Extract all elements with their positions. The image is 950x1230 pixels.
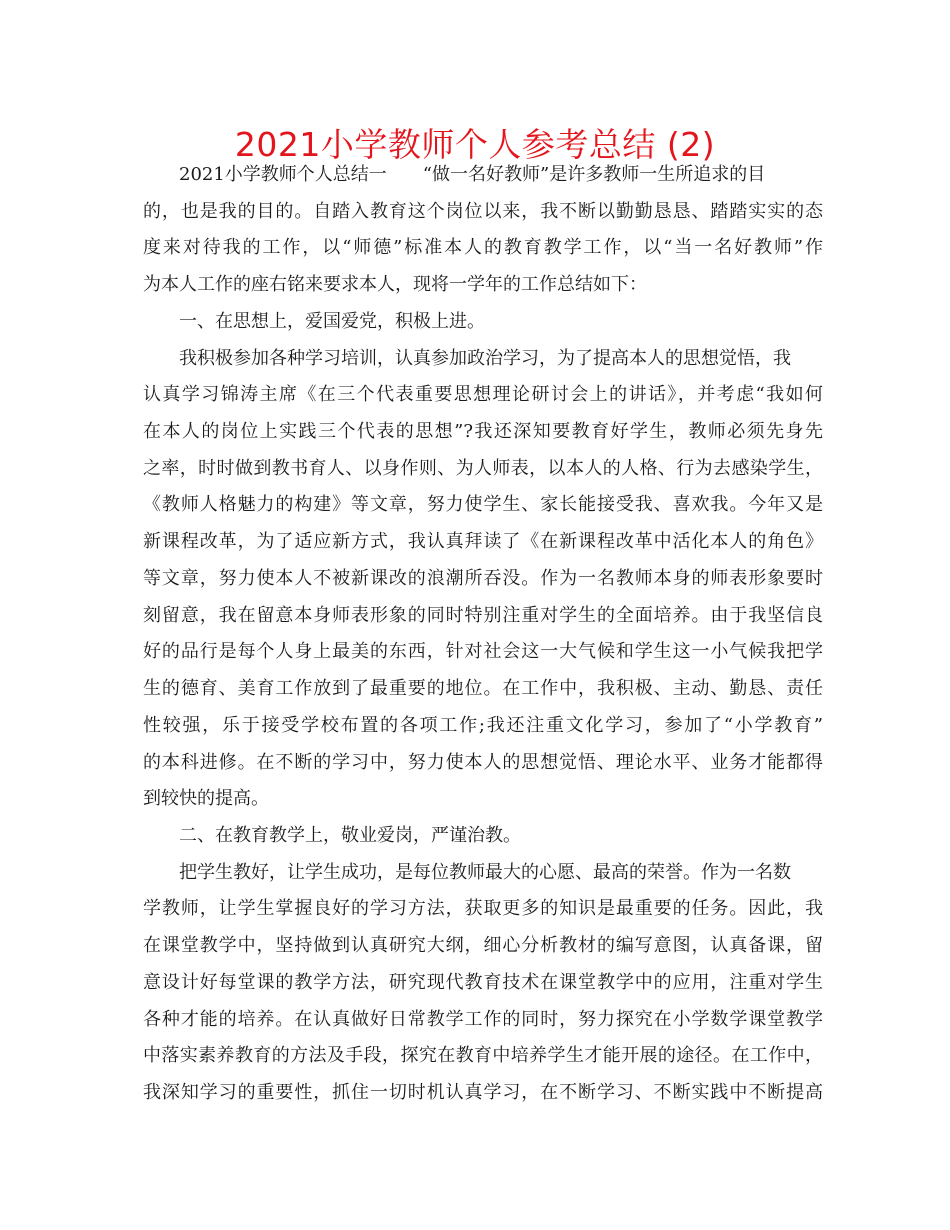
document-body [143, 157, 823, 1112]
paragraph-line: 性较强，乐于接受学校布置的各项工作;我还注重文化学习，参加了“小学教育” [143, 714, 823, 736]
paragraph-line: 的，也是我的目的。自踏入教育这个岗位以来，我不断以勤勤恳恳、踏踏实实的态 [143, 200, 823, 222]
paragraph-line: 把学生教好，让学生成功，是每位教师最大的心愿、最高的荣誉。作为一名数 [179, 861, 791, 883]
paragraph-line: 《教师人格魅力的构建》等文章，努力使学生、家长能接受我、喜欢我。今年又是 [143, 494, 823, 516]
document-title: 2021小学教师个人参考总结 (2) [234, 125, 716, 164]
paragraph-line: 刻留意，我在留意本身师表形象的同时特别注重对学生的全面培养。由于我坚信良 [143, 604, 823, 626]
paragraph-line: 度来对待我的工作，以“师德”标准本人的教育教学工作，以“当一名好教师”作 [143, 237, 823, 259]
paragraph-line: 学教师，让学生掌握良好的学习方法，获取更多的知识是最重要的任务。因此，我 [143, 898, 823, 920]
paragraph-line: 2021小学教师个人总结一 “做一名好教师”是许多教师一生所追求的目 [179, 164, 766, 185]
section-heading: 二、在教育教学上，敬业爱岗，严谨治教。 [179, 824, 521, 846]
paragraph-line: 各种才能的培养。在认真做好日常教学工作的同时，努力探究在小学数学课堂教学 [143, 1008, 823, 1030]
paragraph-line: 认真学习锦涛主席《在三个代表重要思想理论研讨会上的讲话》，并考虑“我如何 [143, 384, 823, 406]
paragraph-line: 我积极参加各种学习培训，认真参加政治学习，为了提高本人的思想觉悟，我 [179, 347, 791, 369]
paragraph-line: 在本人的岗位上实践三个代表的思想”?我还深知要教育好学生，教师必须先身先 [143, 421, 823, 443]
paragraph-line: 为本人工作的座右铭来要求本人，现将一学年的工作总结如下： [143, 274, 647, 296]
paragraph-line: 新课程改革，为了适应新方式，我认真拜读了《在新课程改革中活化本人的角色》 [143, 531, 823, 553]
section-heading: 一、在思想上，爱国爱党，积极上进。 [179, 310, 485, 332]
paragraph-line: 意设计好每堂课的教学方法，研究现代教育技术在课堂教学中的应用，注重对学生 [143, 971, 823, 993]
paragraph-line: 中落实素养教育的方法及手段，探究在教育中培养学生才能开展的途径。在工作中， [143, 1045, 823, 1067]
paragraph-line: 好的品行是每个人身上最美的东西，针对社会这一大气候和学生这一小气候我把学 [143, 641, 823, 663]
paragraph-line: 之率，时时做到教书育人、以身作则、为人师表，以本人的人格、行为去感染学生， [143, 457, 823, 479]
paragraph-line: 在课堂教学中，坚持做到认真研究大纲，细心分析教材的编写意图，认真备课，留 [143, 935, 823, 957]
paragraph-line: 等文章，努力使本人不被新课改的浪潮所吞没。作为一名教师本身的师表形象要时 [143, 567, 823, 589]
paragraph-line: 的本科进修。在不断的学习中，努力使本人的思想觉悟、理论水平、业务才能都得 [143, 751, 823, 773]
paragraph-line: 到较快的提高。 [143, 788, 269, 810]
paragraph-line: 我深知学习的重要性，抓住一切时机认真学习，在不断学习、不断实践中不断提高 [143, 1081, 823, 1103]
paragraph-line: 生的德育、美育工作放到了最重要的地位。在工作中，我积极、主动、勤恳、责任 [143, 678, 823, 700]
